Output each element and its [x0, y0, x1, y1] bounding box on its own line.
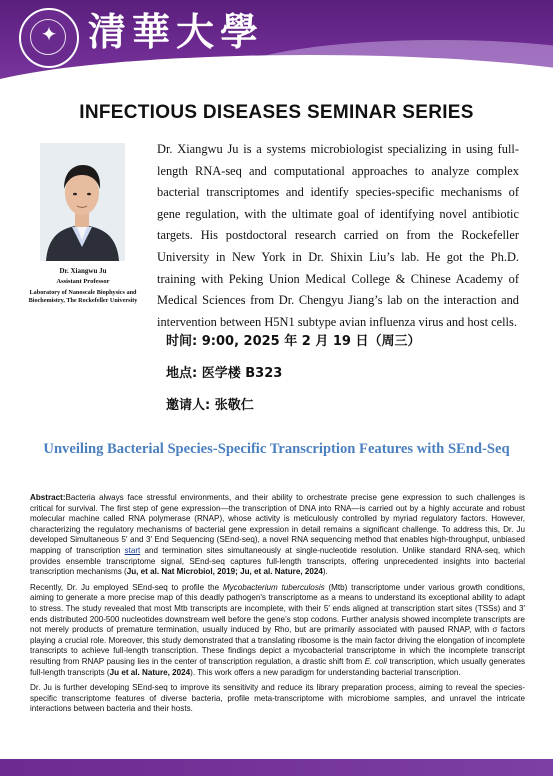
series-title: INFECTIOUS DISEASES SEMINAR SERIES: [79, 102, 474, 123]
abstract-p2-text-a: Recently, Dr. Ju employed SEnd-seq to profile the: [30, 582, 223, 592]
abstract-start-link[interactable]: start: [124, 545, 141, 555]
event-host-label: 邀请人:: [166, 398, 211, 413]
abstract-p1-text-a: Bacteria always face stressful environments, and their ability to orchestrate precise gene expression to such challenges is critical for survival. The first step of gene expression—the transcription of DNA into RNA—is carried out by a highly accurate and robust molecular machine called RNA polymerase (RNAP), whose activity is meticulously controlled by myriad regulatory factors. However, characterizing the regulatory mechanisms of bacterial gene expression in detail remains a significant challenge. To address this, Dr. Ju developed Simultaneous 5′ and 3′ End Sequencing (SEnd-seq), a novel RNA sequencing method that enables high-throughput, unbiased mapping of transcription: [30, 493, 525, 555]
event-host-value: 张敬仁: [214, 398, 254, 413]
abstract-p1-reference: Ju, et al. Nat Microbiol, 2019; Ju, et al. Nature, 2024: [126, 567, 323, 577]
event-time-value: 9:00, 2025 年 2 月 19 日（周三）: [201, 334, 421, 349]
speaker-bio: Dr. Xiangwu Ju is a systems microbiologist specializing in using full-length RNA-seq and computational approaches to analyze complex bacterial transcriptomes and identify species-specific mechanisms of gene regulation, with the ultimate goal of identifying novel antibiotic targets. His postdoctoral research carried on from the Rockefeller University in New York in Dr. Shixin Liu’s lab. He got the Ph.D. training with Peking Union Medical College & Chinese Academy of Medical Sciences from Dr. Chengyu Jiang’s lab on the interaction and intervention between H5N1 subtype avian influenza virus and host cells.: [157, 142, 519, 329]
abstract-p2-species: Mycobacterium tuberculosis: [222, 582, 325, 592]
event-host: [166, 394, 254, 413]
event-time-label: 时间:: [166, 334, 198, 349]
speaker-affiliation-line2: Biochemistry, The Rockefeller University: [28, 296, 138, 304]
speaker-name: Dr. Xiangwu Ju: [59, 267, 107, 275]
event-place: [166, 362, 282, 381]
speaker-affiliation: [18, 289, 148, 304]
seal-emblem: ✦: [40, 24, 58, 46]
footer-band: [0, 759, 553, 776]
event-time: [166, 330, 420, 349]
abstract-p2-text-b: (Mtb) transcriptome under various growth conditions, aiming to generate a more precise map of this deadly pathogen's transcriptome as a means to understand its exceptional ability to adapt to stress. The study revealed that most Mtb transcripts are incomplete, with their 5′ ends aligned at transcription start sites (TSSs) and 3′ ends distributed 200-500 nucleotides downstream well before the gene’s stop codons. Further analysis showed incomplete transcripts are not merely products of premature termination, usually induced by Rho, but are primarily associated with paused RNAP, with σ factors playing a crucial role. Moreover, this study demonstrated that a translating ribosome is the main factor driving the elongation of incomplete transcripts to achieve full-length transcription. These findings depict a mycobacterial transcriptome in which the incomplete transcript resulting from RNAP pausing lies in the center of transcription regulation, a drastic shift from: [30, 582, 526, 666]
university-wordmark: 清華大學: [88, 9, 265, 54]
speaker-affiliation-line1: Laboratory of Nanoscale Biophysics and: [29, 289, 137, 296]
header-banner: [0, 0, 553, 88]
speaker-portrait-icon: [40, 143, 125, 261]
university-seal-icon: [19, 8, 79, 68]
abstract-p1-text-b: and termination sites simultaneously at single-nucleotide resolution. Unlike standard RNA-seq, which provides ensemble transcriptome signal, SEnd-seq captures full-length transcripts, offering unprecedented insights into bacterial transcription mechanisms (: [30, 545, 525, 577]
event-place-value: 医学楼 B323: [201, 366, 283, 381]
abstract-p2-reference: Ju et al. Nature, 2024: [109, 667, 191, 677]
header-swoosh-white: [0, 55, 553, 88]
speaker-photo: [40, 143, 125, 261]
speaker-title: Assistant Professor: [56, 278, 110, 285]
abstract-p1-text-c: ).: [322, 567, 328, 577]
event-place-label: 地点:: [166, 366, 198, 381]
abstract-p2-ecoli: E. coli: [364, 656, 387, 666]
abstract: [30, 493, 525, 720]
abstract-label: Abstract:: [30, 493, 66, 502]
abstract-p2-text-d: ). This work offers a new paradigm for understanding bacterial transcription.: [190, 667, 461, 677]
abstract-paragraph-2: [30, 583, 525, 678]
abstract-paragraph-1: [30, 493, 525, 578]
talk-title: Unveiling Bacterial Species-Specific Transcription Features with SEnd-Seq: [43, 441, 510, 457]
abstract-p2-text-c: transcription, which usually generates full-length transcripts (: [30, 656, 526, 677]
abstract-paragraph-3: Dr. Ju is further developing SEnd-seq to improve its sensitivity and reduce its library preparation process, aiming to reveal the species-specific transcriptome features of diverse bacteria, profile meta-transcriptome with microbiome samples, and unravel the intricate interactions between bacteria and their hosts.: [30, 683, 525, 714]
